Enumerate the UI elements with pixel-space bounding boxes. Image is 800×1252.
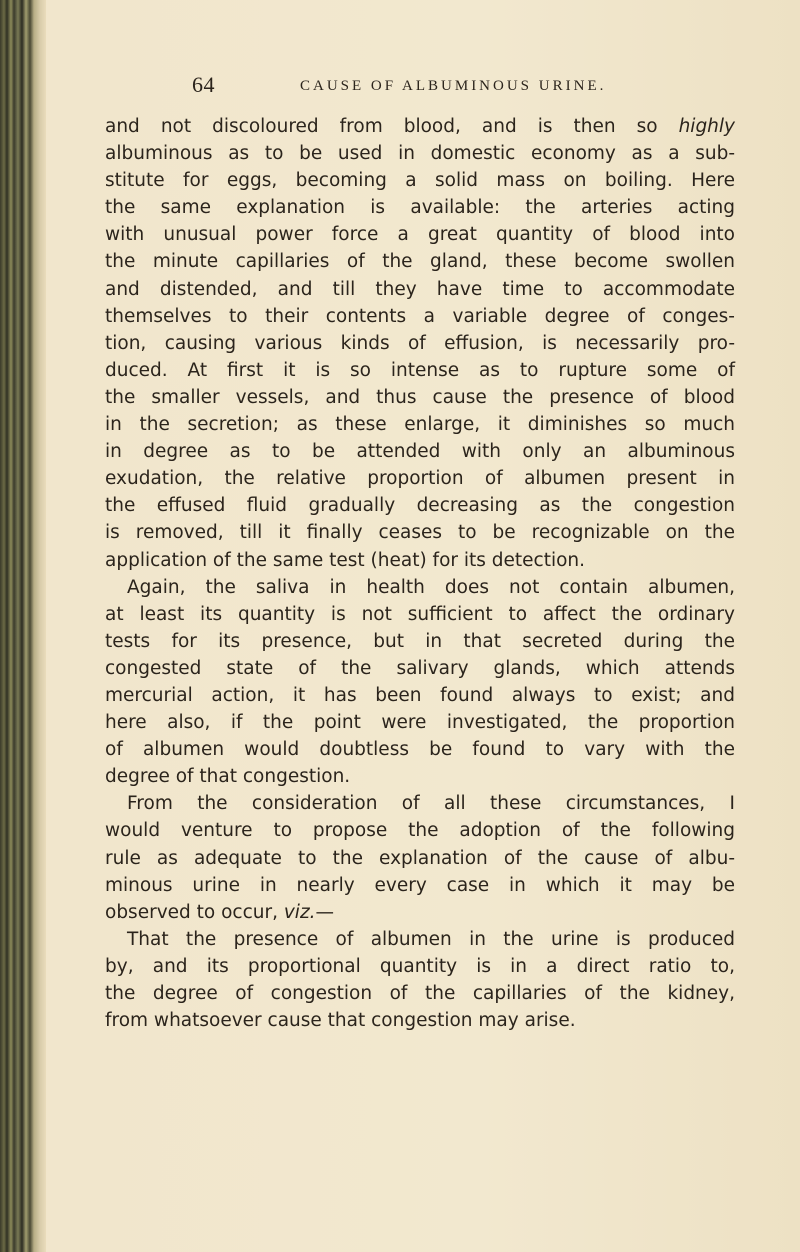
text-line: and distended, and till they have time to accommodate <box>105 278 735 300</box>
text-line: From the consideration of all these circumstances, I <box>127 793 735 815</box>
text-line: application of the same test (heat) for its detection. <box>105 549 586 571</box>
text-line: minous urine in nearly every case in which it may be <box>105 874 735 896</box>
body-text <box>105 113 735 1034</box>
text-line: here also, if the point were investigated, the proportion <box>105 712 735 734</box>
text-line: the degree of congestion of the capillaries of the kidney, <box>105 983 735 1004</box>
text-line: mercurial action, it has been found always to exist; and <box>105 684 735 706</box>
page-number: 64 <box>192 72 215 97</box>
text-line: themselves to their contents a variable degree of conges- <box>105 305 735 327</box>
text-line: the smaller vessels, and thus cause the presence of blood <box>105 386 735 408</box>
text-line: of albumen would doubtless be found to vary with the <box>105 739 735 761</box>
text-line: in the secretion; as these enlarge, it diminishes so much <box>105 414 735 436</box>
page-header <box>192 72 662 100</box>
text-line: from whatsoever cause that congestion may arise. <box>105 1010 576 1032</box>
text-line: congested state of the salivary glands, which attends <box>105 657 735 679</box>
text-line: Again, the saliva in health does not contain albumen, <box>127 576 735 598</box>
text-line: rule as adequate to the explanation of the cause of albu- <box>105 847 735 869</box>
text-line: would venture to propose the adoption of the following <box>105 820 735 842</box>
text-line: is removed, till it finally ceases to be recognizable on the <box>105 522 735 544</box>
text-line: tests for its presence, but in that secreted during the <box>105 630 735 652</box>
text-line: observed to occur, viz.— <box>105 901 335 923</box>
text-line: in degree as to be attended with only an albuminous <box>105 441 735 463</box>
text-line: That the presence of albumen in the urine is produced <box>127 928 735 950</box>
text-line: by, and its proportional quantity is in a direct ratio to, <box>105 955 735 977</box>
text-line: and not discoloured from blood, and is then so highly <box>105 116 735 137</box>
text-line: stitute for eggs, becoming a solid mass on boiling. Here <box>105 170 735 192</box>
book-spine-edge <box>0 0 46 1252</box>
text-line: at least its quantity is not sufficient to affect the ordinary <box>105 603 735 625</box>
text-line: the minute capillaries of the gland, these become swollen <box>105 251 735 273</box>
text-line: exudation, the relative proportion of albumen present in <box>105 468 735 490</box>
text-line: the effused fluid gradually decreasing as the congestion <box>105 495 735 517</box>
italic-word: viz. <box>283 901 316 923</box>
text-line: tion, causing various kinds of effusion, is necessarily pro- <box>105 332 735 354</box>
text-line: the same explanation is available: the arteries acting <box>105 197 735 219</box>
text-line: albuminous as to be used in domestic economy as a sub- <box>105 143 735 165</box>
text-line: duced. At first it is so intense as to rupture some of <box>105 359 735 381</box>
running-head: CAUSE OF ALBUMINOUS URINE. <box>300 78 607 94</box>
italic-word: highly <box>678 116 735 137</box>
text-line: degree of that congestion. <box>105 766 351 788</box>
text-line: with unusual power force a great quantity of blood into <box>105 224 735 246</box>
